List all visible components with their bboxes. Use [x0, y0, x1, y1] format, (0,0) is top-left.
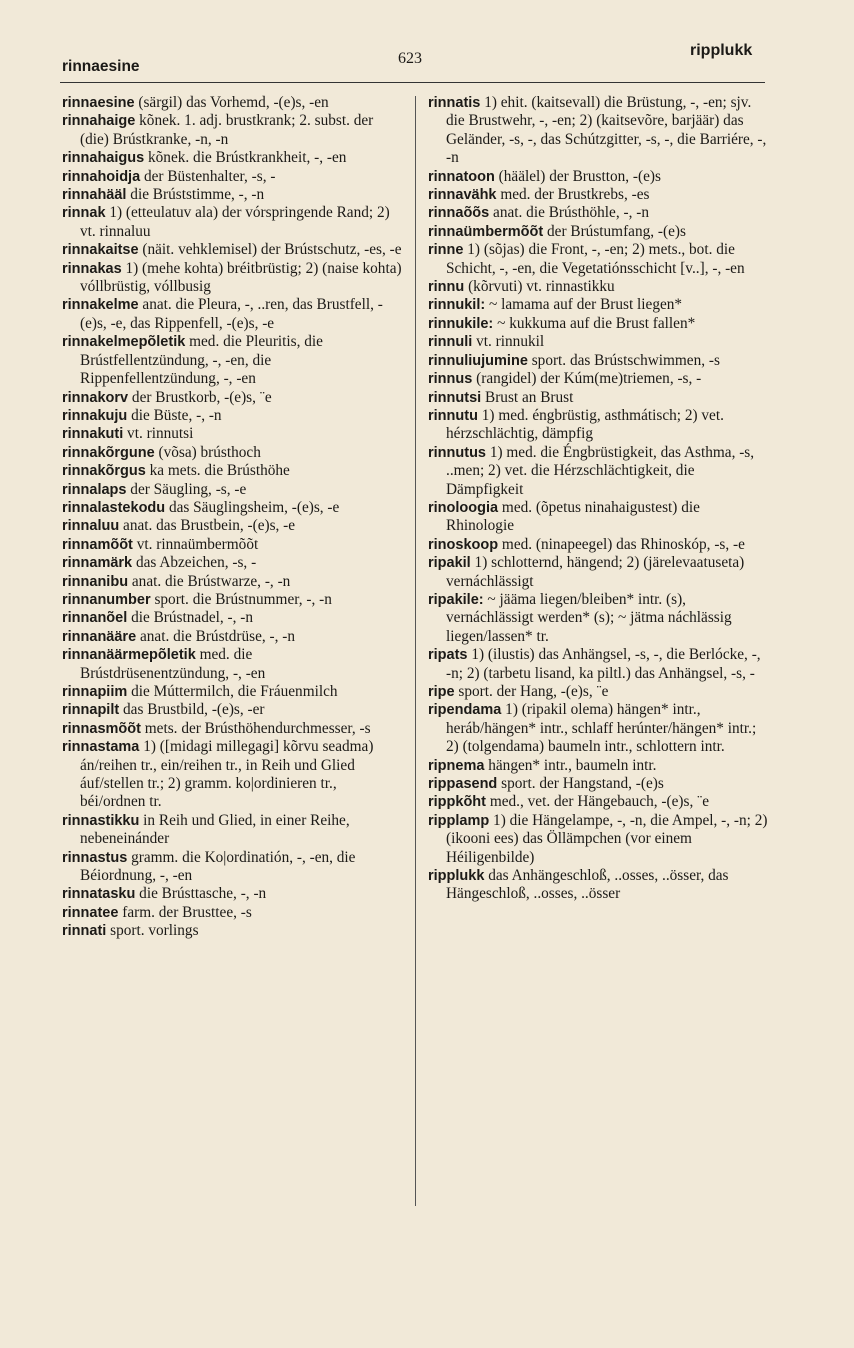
page-number: 623 — [398, 50, 422, 67]
entry-headword: rinnak — [62, 205, 106, 222]
entry-headword: rinnutus — [428, 444, 486, 461]
entry-headword: rippasend — [428, 776, 498, 793]
entry-headword: rinnaõõs — [428, 205, 490, 222]
dictionary-entry — [62, 738, 402, 812]
entry-definition: kõnek. 1. adj. brustkrank; 2. subst. der (die) Brústkranke, -n, -n — [80, 112, 374, 148]
dictionary-entry — [62, 904, 402, 922]
dictionary-entry — [428, 94, 768, 168]
entry-definition: hängen* intr., baumeln intr. — [484, 756, 657, 774]
dictionary-entry — [428, 296, 768, 314]
entry-headword: rinnatee — [62, 904, 119, 921]
dictionary-entry — [62, 683, 402, 701]
dictionary-entry — [62, 628, 402, 646]
dictionary-entry — [62, 112, 402, 149]
entry-definition: ~ lamama auf der Brust liegen* — [485, 296, 683, 314]
entry-headword: rinnuliujumine — [428, 352, 528, 369]
entry-definition: med., vet. der Hängebauch, -(e)s, ¨e — [486, 793, 709, 811]
header-rule — [60, 82, 765, 83]
dictionary-entry — [62, 554, 402, 572]
entry-headword: ripe — [428, 684, 455, 700]
dictionary-entry — [428, 793, 768, 811]
entry-headword: rinnatis — [428, 95, 481, 111]
entry-headword: rinnakas — [62, 260, 122, 277]
entry-headword: rinnahaige — [62, 113, 136, 130]
entry-definition: der Büstenhalter, -s, - — [140, 167, 276, 185]
entry-definition: das Anhängeschloß, ..osses, ..össer, das Hängeschloß, ..osses, ..össer — [446, 867, 729, 903]
entry-headword: rinnukil: — [428, 297, 486, 314]
entry-headword: rinnapiim — [62, 684, 128, 700]
dictionary-entry — [62, 333, 402, 388]
dictionary-entry — [428, 554, 768, 591]
entry-headword: rinnanäärmepõletik — [62, 647, 196, 664]
dictionary-entry — [62, 444, 402, 462]
entry-definition: anat. das Brustbein, -(e)s, -e — [119, 517, 296, 535]
entry-definition: 1) (ripakil olema) hängen* intr., heráb/hängen* intr., schlaff herúnter/hängen* intr.; 2) (tolgendama) baumeln intr., schlottern intr. — [446, 701, 757, 756]
entry-definition: ~ kukkuma auf die Brust fallen* — [493, 314, 696, 332]
dictionary-entry — [428, 315, 768, 333]
entry-definition: der Brustkorb, -(e)s, ¨e — [128, 388, 272, 406]
dictionary-entry — [62, 720, 402, 738]
entry-headword: rinnanibu — [62, 573, 129, 590]
column-divider — [415, 96, 416, 1206]
entry-definition: sport. vorlings — [106, 922, 199, 940]
entry-headword: rinnaümbermõõt — [428, 223, 544, 240]
dictionary-entry — [62, 885, 402, 903]
dictionary-entry — [428, 389, 768, 407]
dictionary-entry — [428, 757, 768, 775]
dictionary-entry — [62, 149, 402, 167]
dictionary-entry — [62, 481, 402, 499]
entry-headword: rinnus — [428, 371, 473, 388]
entry-definition: med. (õpetus ninahaigustest) die Rhinologie — [446, 498, 700, 535]
left-column — [62, 94, 402, 941]
entry-definition: 1) schlotternd, hängend; 2) (järelevaatuseta) vernáchlässigt — [446, 554, 745, 590]
entry-definition: 1) ehit. (kaitsevall) die Brüstung, -, -en; sjv. die Brustwehr, -, -en; 2) (kaitsevõre, barjäär) das Geländer, -s, -, das Schútzgitter, -s, -, die Barriére, -, -n — [446, 94, 767, 167]
entry-headword: rinnahääl — [62, 187, 127, 204]
dictionary-entry — [428, 204, 768, 222]
entry-definition: farm. der Brusttee, -s — [118, 903, 252, 921]
entry-headword: rinnakuju — [62, 407, 128, 424]
dictionary-entry — [428, 499, 768, 536]
entry-definition: vt. rinnaümbermõõt — [132, 535, 259, 553]
entry-headword: rinnastus — [62, 849, 128, 866]
dictionary-entry — [428, 370, 768, 388]
dictionary-entry — [62, 536, 402, 554]
entry-definition: 1) (mehe kohta) bréitbrüstig; 2) (naise kohta) vóllbrüstig, vóllbusig — [80, 259, 402, 296]
entry-definition: anat. die Brústdrüse, -, -n — [136, 627, 296, 645]
entry-definition: med. (ninapeegel) das Rhinoskóp, -s, -e — [498, 535, 745, 553]
dictionary-entry — [428, 278, 768, 296]
entry-definition: 1) (etteulatuv ala) der vórspringende Rand; 2) vt. rinnaluu — [80, 204, 390, 240]
dictionary-entry — [428, 444, 768, 499]
entry-definition: gramm. die Ko|ordinatión, -, -en, die Béiordnung, -, -en — [80, 848, 356, 885]
dictionary-entry — [428, 168, 768, 186]
entry-definition: vt. rinnutsi — [123, 425, 194, 443]
entry-definition: sport. das Brústschwimmen, -s — [527, 351, 720, 369]
dictionary-entry — [62, 462, 402, 480]
dictionary-entry — [428, 407, 768, 444]
dictionary-entry — [62, 922, 402, 940]
entry-headword: rinoskoop — [428, 536, 499, 553]
dictionary-entry — [428, 591, 768, 646]
dictionary-entry — [62, 168, 402, 186]
dictionary-entry — [428, 333, 768, 351]
dictionary-entry — [428, 223, 768, 241]
dictionary-entry — [62, 260, 402, 297]
entry-headword: ripnema — [428, 757, 485, 774]
entry-definition: die Brústtasche, -, -n — [135, 885, 267, 903]
entry-headword: rinnalaps — [62, 481, 127, 498]
entry-headword: rinnahoidja — [62, 168, 141, 185]
dictionary-entry — [62, 407, 402, 425]
entry-definition: med. die Brústdrüsenentzündung, -, -en — [80, 646, 266, 682]
entry-headword: rinnakelmepõletik — [62, 334, 186, 351]
dictionary-entry — [62, 499, 402, 517]
entry-definition: (kõrvuti) vt. rinnastikku — [464, 278, 615, 296]
entry-definition: med. der Brustkrebs, -es — [496, 186, 650, 204]
entry-definition: anat. die Pleura, -, ..ren, das Brustfell, -(e)s, -e, das Rippenfell, -(e)s, -e — [80, 296, 383, 332]
entry-definition: ka mets. die Brústhöhe — [145, 462, 290, 480]
entry-definition: in Reih und Glied, in einer Reihe, nebeneinánder — [80, 811, 350, 848]
dictionary-entry — [428, 775, 768, 793]
entry-headword: rinnavähk — [428, 187, 497, 204]
entry-headword: rinnamärk — [62, 555, 133, 572]
entry-headword: rinnalastekodu — [62, 499, 166, 516]
entry-definition: anat. die Brústwarze, -, -n — [128, 572, 291, 590]
entry-headword: rinnapilt — [62, 702, 120, 719]
entry-headword: rinnatoon — [428, 168, 495, 185]
entry-definition: 1) med. die Éngbrüstigkeit, das Asthma, -s, ..men; 2) vet. die Hérzschlächtigkeit, die Dämpfigkeit — [446, 443, 755, 498]
header-right-guide-word: ripplukk — [690, 42, 753, 59]
entry-headword: rinnutsi — [428, 389, 482, 406]
entry-definition: 1) med. éngbrüstig, asthmátisch; 2) vet. hérzschlächtig, dämpfig — [446, 406, 724, 443]
entry-definition: das Brustbild, -(e)s, -er — [119, 701, 265, 719]
entry-definition: der Brústumfang, -(e)s — [543, 222, 686, 240]
entry-headword: rinnakõrgune — [62, 444, 155, 461]
dictionary-entry — [428, 352, 768, 370]
entry-definition: vt. rinnukil — [472, 333, 545, 351]
entry-headword: rinnamõõt — [62, 536, 133, 553]
dictionary-entry — [428, 646, 768, 683]
entry-definition: (rangidel) der Kúm(me)triemen, -s, - — [472, 370, 702, 388]
entry-headword: rinnati — [62, 923, 107, 940]
entry-definition: sport. die Brústnummer, -, -n — [150, 590, 332, 608]
entry-definition: mets. der Brústhöhendurchmesser, -s — [140, 719, 371, 737]
entry-definition: die Brúststimme, -, -n — [126, 186, 265, 204]
header-left-guide-word: rinnaesine — [62, 58, 140, 75]
entry-headword: rinnakelme — [62, 297, 139, 314]
entry-headword: rinnanääre — [62, 628, 137, 645]
entry-headword: rinnakõrgus — [62, 463, 146, 480]
entry-definition: die Büste, -, -n — [127, 406, 222, 424]
dictionary-entry — [62, 186, 402, 204]
entry-definition: 1) (sõjas) die Front, -, -en; 2) mets., bot. die Schicht, -, -en, die Vegetatiónsschicht [v..], -, -en — [446, 241, 745, 277]
entry-headword: ripendama — [428, 702, 502, 719]
entry-headword: rinnu — [428, 279, 465, 296]
entry-definition: (särgil) das Vorhemd, -(e)s, -en — [134, 94, 329, 111]
entry-headword: rinoloogia — [428, 499, 499, 516]
entry-headword: rinnastama — [62, 739, 140, 756]
dictionary-entry — [62, 849, 402, 886]
entry-headword: rinnakorv — [62, 389, 129, 406]
dictionary-entry — [62, 241, 402, 259]
entry-headword: rinnahaigus — [62, 150, 145, 167]
dictionary-entry — [428, 683, 768, 701]
dictionary-entry — [62, 812, 402, 849]
entry-headword: ripakile: — [428, 591, 484, 608]
dictionary-entry — [62, 204, 402, 241]
entry-definition: (näit. vehklemisel) der Brústschutz, -es, -e — [138, 241, 402, 259]
dictionary-entry — [62, 646, 402, 683]
entry-headword: rinnaluu — [62, 518, 120, 535]
dictionary-entry — [428, 186, 768, 204]
dictionary-entry — [62, 94, 402, 112]
entry-definition: 1) die Hängelampe, -, -n, die Ampel, -, -n; 2) (ikooni ees) das Öllämpchen (vor einem Héiligenbilde) — [446, 811, 768, 866]
dictionary-entry — [428, 701, 768, 756]
entry-definition: med. die Pleuritis, die Brústfellentzündung, -, -en, die Rippenfellentzündung, -, -en — [80, 333, 323, 388]
dictionary-entry — [428, 536, 768, 554]
entry-definition: sport. der Hangstand, -(e)s — [497, 775, 664, 793]
entry-definition: ~ jääma liegen/bleiben* intr. (s), vernáchlässigt werden* (s); ~ jätma náchlässig liegen/lassen* tr. — [446, 590, 732, 645]
entry-definition: das Abzeichen, -s, - — [132, 554, 257, 572]
entry-headword: rippkõht — [428, 794, 486, 811]
dictionary-entry — [62, 591, 402, 609]
entry-definition: (võsa) brústhoch — [154, 443, 261, 461]
entry-headword: rinnanumber — [62, 591, 151, 608]
entry-headword: rinne — [428, 242, 464, 259]
entry-definition: anat. die Brústhöhle, -, -n — [489, 204, 649, 222]
entry-headword: rinnutu — [428, 407, 478, 424]
entry-headword: rinnukile: — [428, 315, 494, 332]
entry-headword: rinnanõel — [62, 610, 128, 627]
dictionary-entry — [62, 517, 402, 535]
entry-definition: sport. der Hang, -(e)s, ¨e — [454, 683, 609, 700]
dictionary-entry — [428, 812, 768, 867]
dictionary-entry — [62, 425, 402, 443]
entry-definition: kõnek. die Brústkrankheit, -, -en — [144, 149, 347, 167]
entry-definition: 1) (ilustis) das Anhängsel, -s, -, die Berlócke, -, -n; 2) (tarbetu lisand, ka piltl.) das Anhängsel, -s, - — [446, 646, 761, 682]
entry-headword: rinnaesine — [62, 95, 135, 111]
dictionary-entry — [428, 241, 768, 278]
dictionary-entry — [62, 609, 402, 627]
entry-headword: ripplukk — [428, 868, 485, 885]
dictionary-entry — [62, 701, 402, 719]
entry-definition: die Múttermilch, die Fráuenmilch — [127, 683, 338, 700]
entry-headword: rinnatasku — [62, 886, 136, 903]
entry-definition: (häälel) der Brustton, -(e)s — [494, 167, 661, 185]
entry-definition: die Brústnadel, -, -n — [127, 609, 254, 627]
entry-headword: ripakil — [428, 555, 471, 572]
entry-definition: 1) ([midagi millegagi] kõrvu seadma) án/reihen tr., ein/reihen tr., in Reih und Glied áuf/stellen tr.; 2) gramm. ko|ordinieren tr., béi/ordnen tr. — [80, 738, 374, 811]
entry-headword: rinnastikku — [62, 812, 140, 829]
entry-headword: ripplamp — [428, 812, 490, 829]
dictionary-entry — [428, 867, 768, 904]
entry-headword: rinnasmõõt — [62, 720, 141, 737]
dictionary-entry — [62, 573, 402, 591]
entry-headword: ripats — [428, 647, 468, 664]
dictionary-entry — [62, 296, 402, 333]
right-column — [428, 94, 768, 904]
entry-definition: das Säuglingsheim, -(e)s, -e — [165, 498, 340, 516]
entry-definition: Brust an Brust — [481, 388, 574, 406]
entry-definition: der Säugling, -s, -e — [126, 480, 247, 498]
entry-headword: rinnakuti — [62, 426, 124, 443]
dictionary-entry — [62, 389, 402, 407]
entry-headword: rinnakaitse — [62, 242, 139, 259]
entry-headword: rinnuli — [428, 334, 473, 351]
